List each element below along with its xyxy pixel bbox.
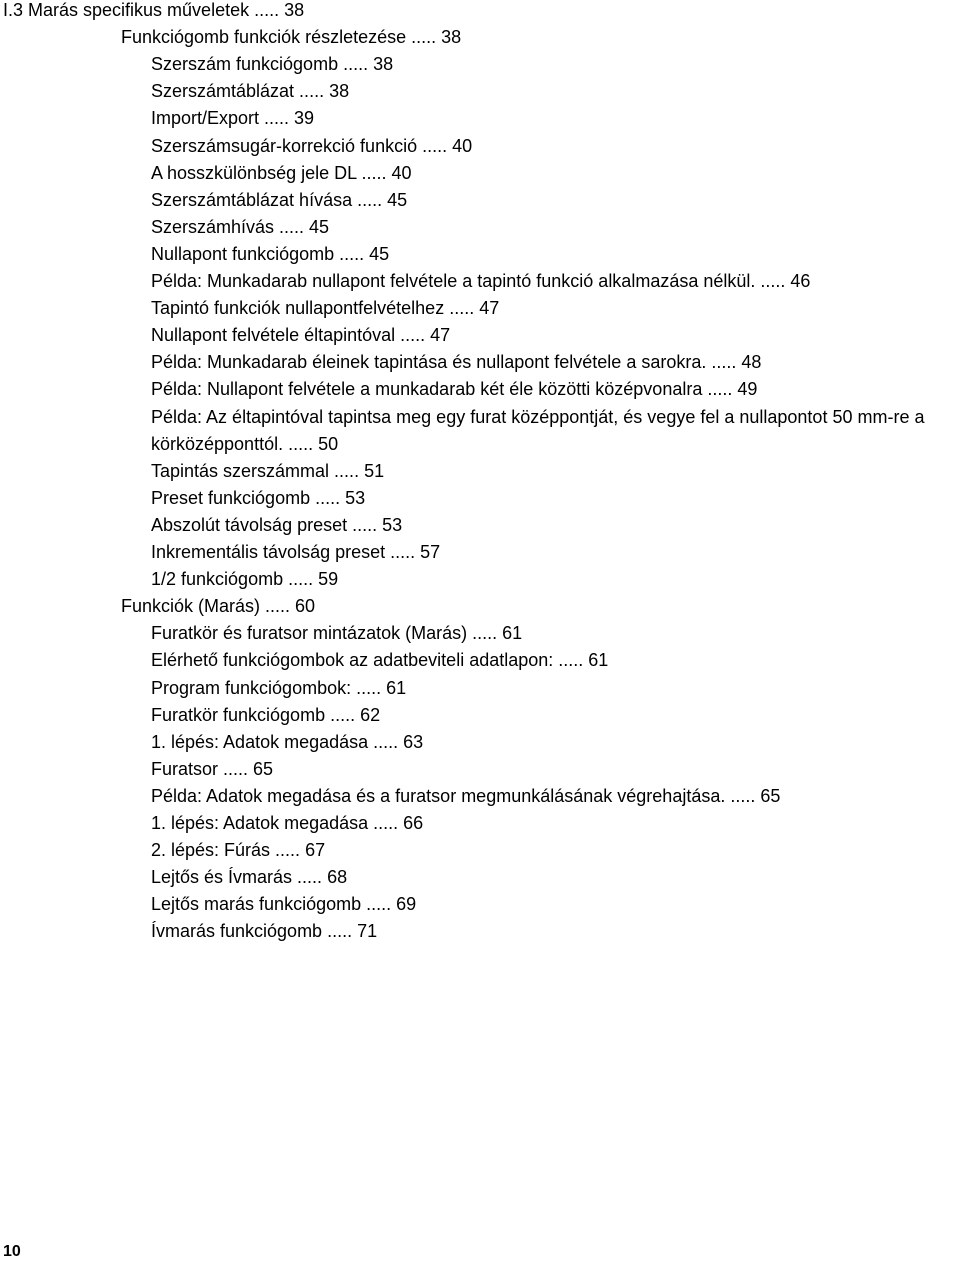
toc-entry[interactable]: Lejtős és Ívmarás ..... 68 bbox=[151, 867, 348, 888]
toc-entry[interactable]: 2. lépés: Fúrás ..... 67 bbox=[151, 840, 326, 861]
toc-entry[interactable]: Abszolút távolság preset ..... 53 bbox=[151, 514, 403, 535]
page-number: 10 bbox=[3, 1243, 21, 1260]
toc-entry[interactable]: I.3 Marás specifikus műveletek ..... 38 bbox=[3, 0, 305, 20]
toc-entry[interactable]: Nullapont felvétele éltapintóval ..... 47 bbox=[151, 325, 451, 346]
toc-entry[interactable]: Import/Export ..... 39 bbox=[151, 108, 315, 129]
toc-entry[interactable]: Példa: Munkadarab éleinek tapintása és nullapont felvétele a sarokra. ..... 48 bbox=[151, 352, 762, 373]
toc-entry[interactable]: Szerszámhívás ..... 45 bbox=[151, 216, 330, 237]
toc-entry[interactable]: Preset funkciógomb ..... 53 bbox=[151, 487, 366, 508]
toc-entry[interactable]: Tapintó funkciók nullapontfelvételhez ..... 47 bbox=[151, 298, 500, 319]
toc-entry[interactable]: Példa: Adatok megadása és a furatsor megmunkálásának végrehajtása. ..... 65 bbox=[151, 785, 781, 806]
toc-entry[interactable]: Szerszám funkciógomb ..... 38 bbox=[151, 54, 394, 75]
toc-entry[interactable]: Szerszámsugár-korrekció funkció ..... 40 bbox=[151, 135, 473, 156]
toc-entry[interactable]: Ívmarás funkciógomb ..... 71 bbox=[151, 921, 378, 942]
toc-entry[interactable]: Furatsor ..... 65 bbox=[151, 758, 274, 779]
toc-entry[interactable]: 1. lépés: Adatok megadása ..... 66 bbox=[151, 813, 424, 833]
toc-entry[interactable]: Szerszámtáblázat ..... 38 bbox=[151, 81, 350, 102]
toc-entry[interactable]: Furatkör funkciógomb ..... 62 bbox=[151, 704, 381, 725]
toc-entry[interactable]: Funkciógomb funkciók részletezése ..... 38 bbox=[121, 27, 462, 48]
toc-entry[interactable]: Inkrementális távolság preset ..... 57 bbox=[151, 542, 441, 562]
toc-entry[interactable]: Program funkciógombok: ..... 61 bbox=[151, 677, 407, 698]
toc-entry[interactable]: Szerszámtáblázat hívása ..... 45 bbox=[151, 189, 408, 210]
toc-entry[interactable]: Tapintás szerszámmal ..... 51 bbox=[151, 460, 385, 481]
toc-entry[interactable]: Furatkör és furatsor mintázatok (Marás) ..... 61 bbox=[151, 623, 523, 644]
toc-entry[interactable]: Elérhető funkciógombok az adatbeviteli adatlapon: ..... 61 bbox=[151, 650, 609, 671]
toc-entry[interactable]: A hosszkülönbség jele DL ..... 40 bbox=[151, 162, 412, 183]
toc-entry[interactable]: Lejtős marás funkciógomb ..... 69 bbox=[151, 894, 417, 915]
toc-entry[interactable]: 1/2 funkciógomb ..... 59 bbox=[151, 569, 339, 590]
toc-entry[interactable]: Példa: Nullapont felvétele a munkadarab két éle közötti középvonalra ..... 49 bbox=[151, 379, 758, 400]
toc-entry[interactable]: Példa: Munkadarab nullapont felvétele a tapintó funkció alkalmazása nélkül. ..... 46 bbox=[151, 271, 811, 291]
toc-entry[interactable]: 1. lépés: Adatok megadása ..... 63 bbox=[151, 731, 424, 752]
toc-entry[interactable]: Nullapont funkciógomb ..... 45 bbox=[151, 243, 390, 264]
toc-entry[interactable]: Példa: Az éltapintóval tapintsa meg egy furat középpontját, és vegye fel a nullapontot 50 mm-re a körközépponttól. ..... 50 bbox=[151, 406, 925, 454]
toc-entry[interactable]: Funkciók (Marás) ..... 60 bbox=[121, 596, 316, 617]
